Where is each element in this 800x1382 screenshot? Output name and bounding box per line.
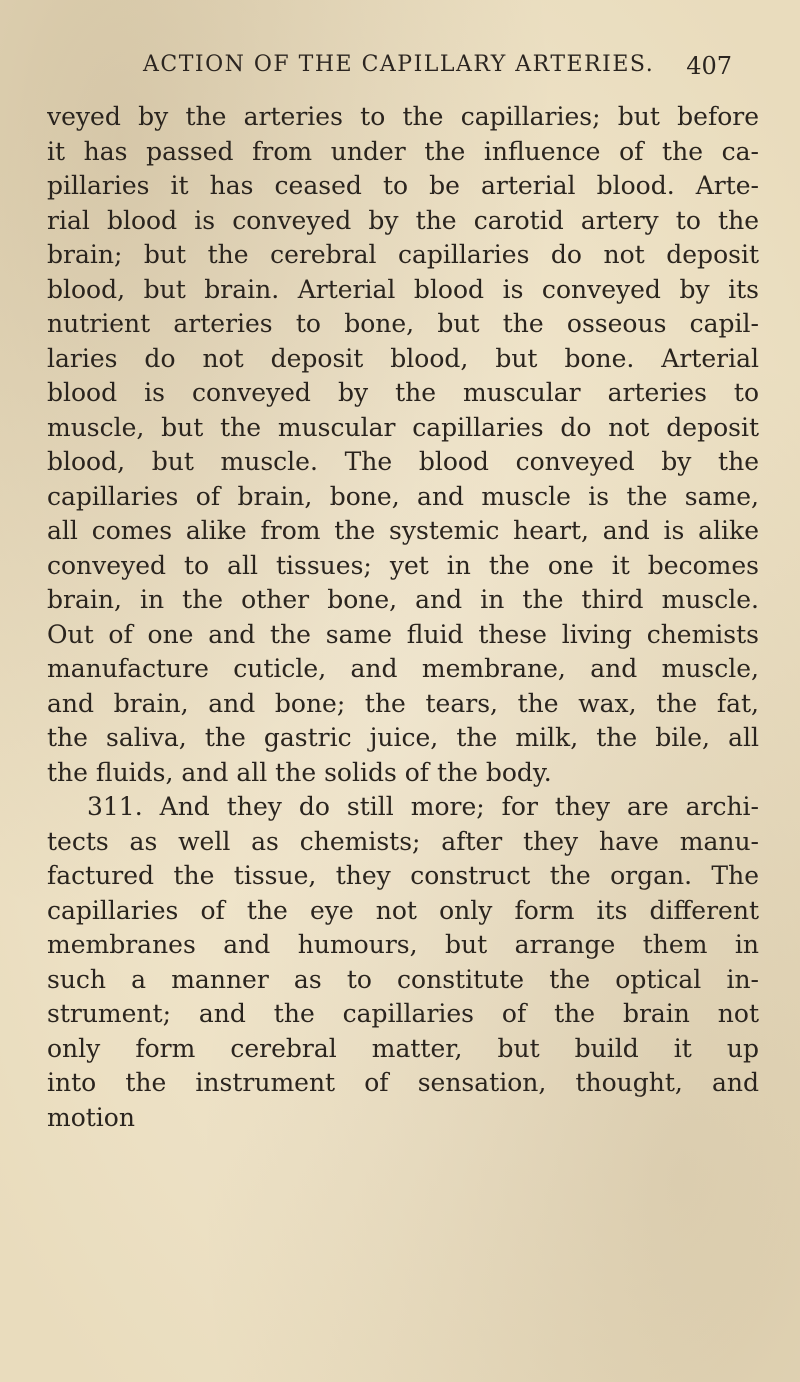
text-line: manufacture cuticle, and membrane, and muscle, [47,654,759,683]
text-line: factured the tissue, they construct the organ. The [47,861,759,890]
text-line: brain; but the cerebral capillaries do not deposit [47,240,759,269]
text-line: tects as well as chemists; after they have manu- [47,826,759,856]
text-line: it has passed from under the influence of the ca- [47,136,759,166]
text-line: into the instrument of sensation, thought, and [47,1068,759,1097]
text-line: laries do not deposit blood, but bone. Arterial [47,343,759,373]
text-line: veyed by the arteries to the capillaries; but before [47,102,759,131]
text-line: motion [47,1102,135,1132]
body-text [47,100,759,1135]
text-line: blood, but muscle. The blood conveyed by the [47,447,759,476]
text-line: only form cerebral matter, but build it up [47,1033,759,1063]
text-line: brain, in the other bone, and in the third muscle. [47,585,759,614]
text-line: the saliva, the gastric juice, the milk, the bile, all [47,723,759,752]
text-line: blood, but brain. Arterial blood is conveyed by its [47,274,759,304]
text-line: muscle, but the muscular capillaries do not deposit [47,412,759,442]
text-line: pillaries it has ceased to be arterial blood. Arte- [47,171,759,200]
text-line: membranes and humours, but arrange them in [47,930,759,959]
text-line: such a manner as to constitute the optical in- [47,964,759,994]
text-line: and brain, and bone; the tears, the wax, the fat, [47,688,759,718]
paragraph-start-line: 311. And they do still more; for they are archi- [87,792,759,821]
page-number: 407 [686,52,732,80]
text-line: strument; and the capillaries of the brain not [47,999,759,1028]
text-line: capillaries of brain, bone, and muscle is the same, [47,481,759,511]
running-head [0,52,800,92]
text-line: all comes alike from the systemic heart, and is alike [47,516,759,545]
text-line: blood is conveyed by the muscular arteries to [47,378,759,407]
text-line: conveyed to all tissues; yet in the one it becomes [47,550,759,580]
running-title: ACTION OF THE CAPILLARY ARTERIES. [143,52,655,77]
text-line: Out of one and the same fluid these living chemists [47,619,759,649]
text-line: the fluids, and all the solids of the body. [47,757,552,787]
text-line: nutrient arteries to bone, but the osseous capil- [47,309,759,338]
text-line: rial blood is conveyed by the carotid artery to the [47,205,759,235]
text-line: capillaries of the eye not only form its different [47,895,759,925]
